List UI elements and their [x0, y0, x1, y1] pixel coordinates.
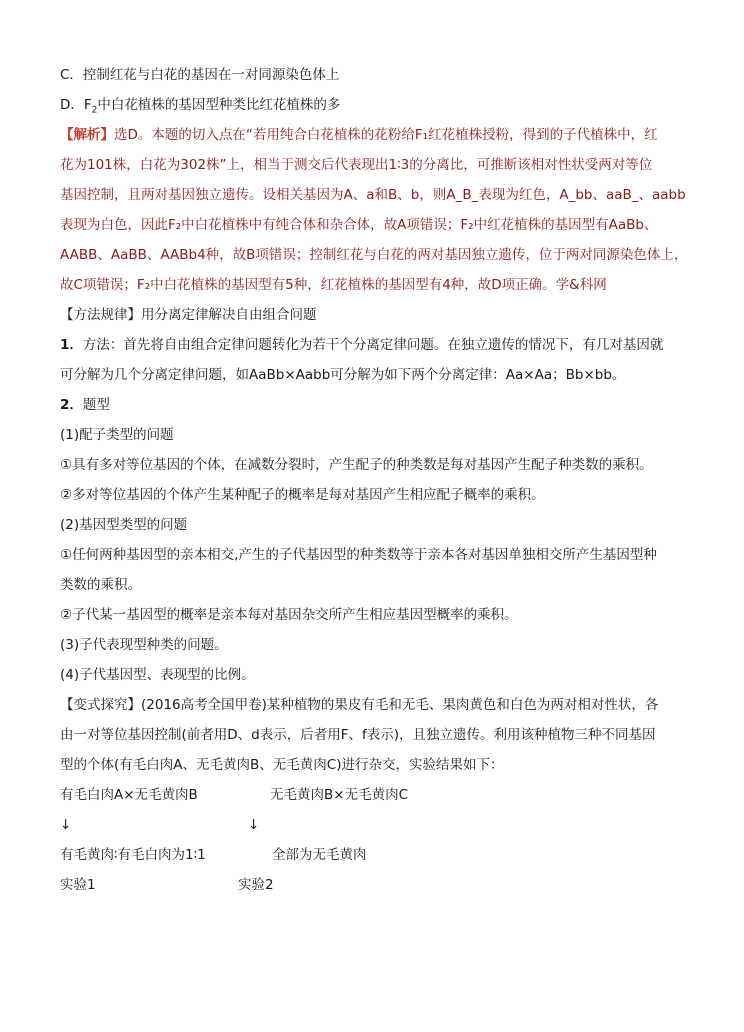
- analysis-line-4: 表现为白色，因此F₂中白花植株中有纯合体和杂合体，故A项错误；F₂中红花植株的基因型有AaBb、: [60, 217, 658, 233]
- experiment-1-label: 实验1: [60, 877, 96, 893]
- type-2-item-a-cont: 类数的乘积。: [60, 577, 141, 593]
- analysis-line-1: [60, 120, 690, 150]
- analysis-line-2: 花为101株，白花为302株”上，相当于测交后代表现出1∶3的分离比，可推断该相对性状受两对等位: [60, 157, 653, 173]
- experiment-2-label: 实验2: [238, 877, 274, 893]
- arrow-down-icon: ↓: [248, 817, 260, 833]
- method-point-2-label: 2．: [60, 397, 83, 413]
- type-2-item-b: ②子代某一基因型的概率是亲本每对基因杂交所产生相应基因型概率的乘积。: [60, 607, 518, 623]
- result-2: 全部为无毛黄肉: [272, 847, 367, 863]
- analysis-line-5: AABB、AaBB、AABb4种，故B项错误；控制红花与白花的两对基因独立遗传，位于两对同源染色体上，: [60, 247, 688, 263]
- analysis-text-1: 选D。本题的切入点在“若用纯合白花植株的花粉给F₁红花植株授粉，得到的子代植株中，红: [114, 127, 658, 143]
- variant-line-1: 【变式探究】(2016高考全国甲卷)某种植物的果皮有毛和无毛、果肉黄色和白色为两对相对性状，各: [60, 697, 659, 713]
- type-2-item-a: ①任何两种基因型的亲本相交,产生的子代基因型的种类数等于亲本各对基因单独相交所产生基因型种: [60, 547, 657, 563]
- variant-line-2: 由一对等位基因控制(前者用D、d表示，后者用F、f表示)，且独立遗传。利用该种植物三种不同基因: [60, 727, 656, 743]
- analysis-line-3: 基因控制，且两对基因独立遗传。设相关基因为A、a和B、b，则A_B_表现为红色，A_bb、aaB_、aabb: [60, 187, 686, 203]
- method-point-1-cont: 可分解为几个分离定律问题，如AaBb×Aabb可分解为如下两个分离定律：Aa×Aa；Bb×bb。: [60, 367, 626, 383]
- type-1-item-a: ①具有多对等位基因的个体，在减数分裂时，产生配子的种类数是每对基因产生配子种类数的乘积。: [60, 457, 653, 473]
- experiment-label-row: [60, 870, 690, 900]
- analysis-line-6: 故C项错误；F₂中白花植株的基因型有5种，红花植株的基因型有4种，故D项正确。学&科网: [60, 277, 607, 293]
- type-3-heading: (3)子代表现型种类的问题。: [60, 637, 228, 653]
- cross-row: [60, 780, 690, 810]
- option-d-text: 中白花植株的基因型种类比红花植株的多: [97, 97, 341, 113]
- result-row: [60, 840, 690, 870]
- method-point-1-text: 方法：首先将自由组合定律问题转化为若干个分离定律问题。在独立遗传的情况下，有几对基因就: [82, 337, 664, 353]
- result-1: 有毛黄肉∶有毛白肉为1∶1: [60, 847, 206, 863]
- method-point-2-text: 题型: [82, 397, 110, 413]
- option-d-subscript: 2: [91, 105, 98, 116]
- method-point-1-label: 1．: [60, 337, 83, 353]
- arrow-row: [60, 810, 690, 840]
- variant-line-3: 型的个体(有毛白肉A、无毛黄肉B、无毛黄肉C)进行杂交，实验结果如下：: [60, 757, 504, 773]
- type-1-item-b: ②多对等位基因的个体产生某种配子的概率是每对基因产生相应配子概率的乘积。: [60, 487, 545, 503]
- cross-1: 有毛白肉A×无毛黄肉B: [60, 787, 198, 803]
- type-1-heading: (1)配子类型的问题: [60, 427, 174, 443]
- type-4-heading: (4)子代基因型、表现型的比例。: [60, 667, 255, 683]
- method-heading: 【方法规律】用分离定律解决自由组合问题: [60, 307, 317, 323]
- method-point-1: [60, 330, 690, 360]
- method-point-2: [60, 390, 690, 420]
- analysis-tag: 【解析】: [60, 127, 114, 143]
- option-c: C．控制红花与白花的基因在一对同源染色体上: [60, 67, 340, 83]
- type-2-heading: (2)基因型类型的问题: [60, 517, 188, 533]
- cross-2: 无毛黄肉B×无毛黄肉C: [270, 787, 408, 803]
- document-page: [60, 60, 690, 900]
- option-d: [60, 90, 690, 120]
- arrow-down-icon: ↓: [60, 817, 72, 833]
- option-d-prefix: D．F: [60, 97, 92, 113]
